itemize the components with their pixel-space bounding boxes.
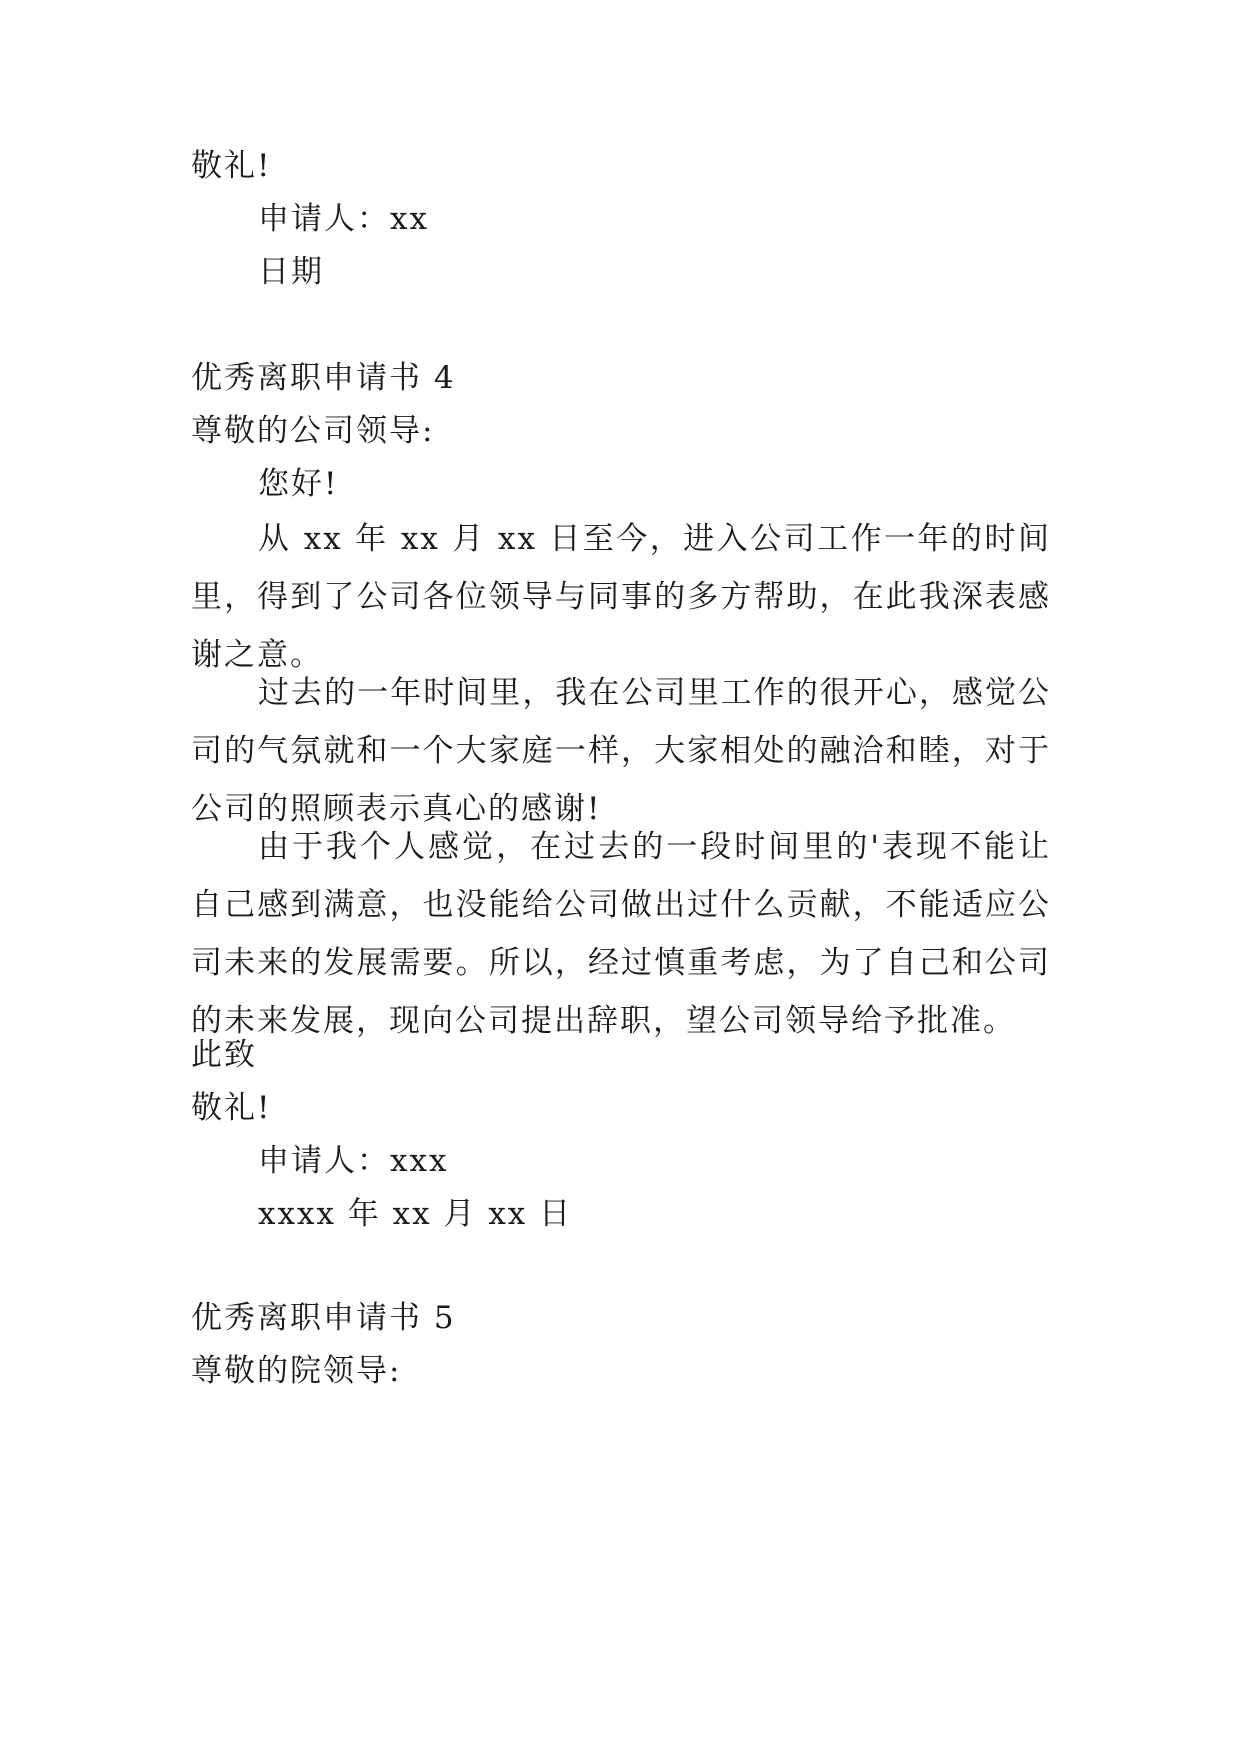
letter4-paragraph-3: 由于我个人感觉，在过去的一段时间里的'表现不能让自己感到满意，也没能给公司做出过什么贡献，不能适应公司未来的发展需要。所以，经过慎重考虑，为了自己和公司的未来发展，现向公司提出辞职，望公司领导给予批准。 — [191, 829, 1051, 1039]
prev-salute: 敬礼! — [191, 148, 272, 184]
letter4-greeting: 您好! — [258, 466, 339, 502]
letter4-closing-cizhi: 此致 — [191, 1037, 257, 1073]
letter4-applicant: 申请人：xxx — [258, 1143, 449, 1179]
prev-applicant: 申请人：xx — [258, 201, 429, 237]
letter4-paragraph-2: 过去的一年时间里，我在公司里工作的很开心，感觉公司的气氛就和一个大家庭一样，大家相处的融洽和睦，对于公司的照顾表示真心的感谢! — [191, 675, 1051, 827]
prev-date: 日期 — [258, 254, 324, 290]
letter4-date: xxxx 年 xx 月 xx 日 — [258, 1196, 573, 1232]
letter5-addressee: 尊敬的院领导: — [191, 1353, 402, 1389]
letter4-title: 优秀离职申请书 4 — [191, 360, 456, 396]
letter4-paragraph-1: 从 xx 年 xx 月 xx 日至今，进入公司工作一年的时间里，得到了公司各位领导与同事的多方帮助，在此我深表感谢之意。 — [191, 521, 1051, 673]
letter4-closing-salute: 敬礼! — [191, 1090, 272, 1126]
letter5-title: 优秀离职申请书 5 — [191, 1300, 456, 1336]
letter4-addressee: 尊敬的公司领导: — [191, 413, 435, 449]
